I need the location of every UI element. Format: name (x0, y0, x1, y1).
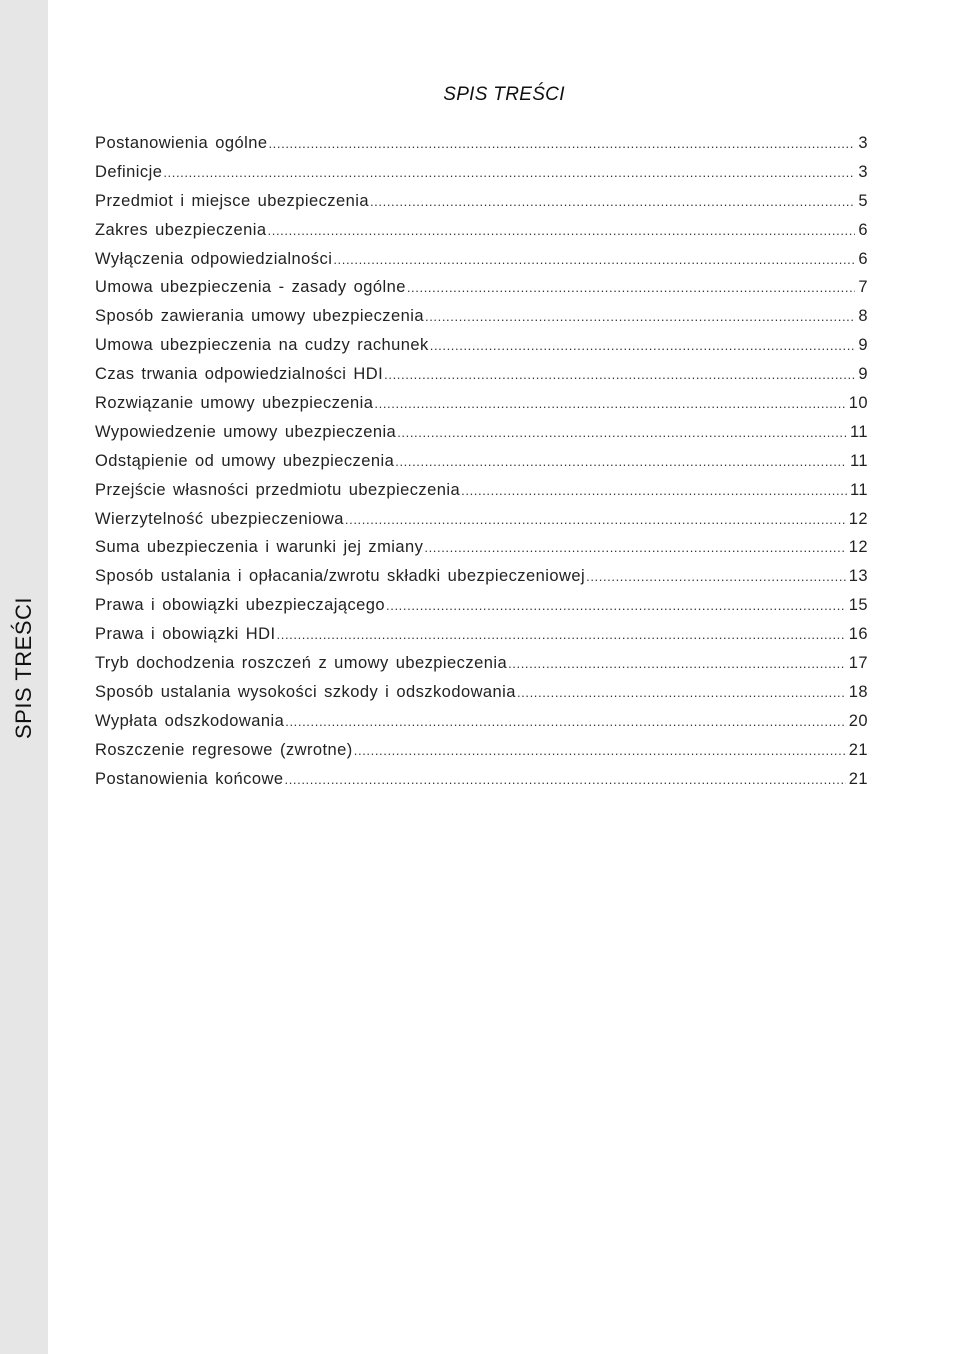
toc-dot-leader (508, 656, 846, 671)
toc-entry[interactable] (95, 538, 868, 567)
toc-entry[interactable] (95, 423, 868, 452)
toc-entry-page-number: 8 (858, 307, 868, 326)
toc-entry-page-number: 20 (848, 711, 868, 730)
toc-dot-leader (386, 598, 846, 613)
toc-entry-page-number: 12 (848, 538, 868, 557)
toc-entry-title: Tryb dochodzenia roszczeń z umowy ubezpieczenia (95, 654, 508, 673)
toc-entry[interactable] (95, 481, 868, 510)
toc-entry[interactable] (95, 221, 868, 250)
toc-entry-title: Umowa ubezpieczenia na cudzy rachunek (95, 336, 429, 355)
toc-entry[interactable] (95, 250, 868, 279)
toc-dot-leader (586, 569, 846, 584)
toc-entry[interactable] (95, 596, 868, 625)
toc-entry-page-number: 5 (858, 191, 868, 210)
table-of-contents (95, 134, 868, 798)
side-section-label: SPIS TREŚCI (11, 596, 36, 740)
toc-dot-leader (424, 540, 845, 555)
toc-entry-page-number: 7 (858, 278, 868, 297)
toc-dot-leader (395, 454, 847, 469)
toc-entry[interactable] (95, 365, 868, 394)
toc-dot-leader (370, 194, 855, 209)
toc-entry-title: Przedmiot i miejsce ubezpieczenia (95, 191, 369, 210)
toc-entry-title: Czas trwania odpowiedzialności HDI (95, 365, 384, 384)
toc-dot-leader (345, 512, 846, 527)
toc-dot-leader (407, 280, 856, 295)
toc-dot-leader (285, 714, 845, 729)
toc-dot-leader (430, 338, 856, 353)
toc-dot-leader (163, 165, 855, 180)
toc-entry[interactable] (95, 134, 868, 163)
toc-entry-page-number: 9 (858, 336, 868, 355)
toc-entry-page-number: 10 (848, 394, 868, 413)
toc-dot-leader (268, 136, 855, 151)
toc-entry-page-number: 6 (858, 249, 868, 268)
toc-entry[interactable] (95, 683, 868, 712)
toc-entry-page-number: 21 (848, 740, 868, 759)
toc-entry[interactable] (95, 625, 868, 654)
toc-entry[interactable] (95, 741, 868, 770)
toc-entry-page-number: 17 (848, 654, 868, 673)
toc-entry-page-number: 12 (848, 509, 868, 528)
toc-entry-title: Postanowienia końcowe (95, 769, 284, 788)
side-strip (0, 0, 48, 1354)
toc-entry-page-number: 11 (849, 451, 868, 470)
toc-entry-title: Sposób zawierania umowy ubezpieczenia (95, 307, 424, 326)
toc-dot-leader (384, 367, 855, 382)
page-title: SPIS TREŚCI (443, 84, 565, 105)
toc-entry[interactable] (95, 394, 868, 423)
toc-entry[interactable] (95, 307, 868, 336)
toc-entry-title: Odstąpienie od umowy ubezpieczenia (95, 451, 395, 470)
toc-entry-page-number: 9 (858, 365, 868, 384)
toc-entry-page-number: 21 (848, 769, 868, 788)
toc-entry[interactable] (95, 163, 868, 192)
toc-entry[interactable] (95, 278, 868, 307)
toc-entry-title: Postanowienia ogólne (95, 134, 268, 152)
toc-entry[interactable] (95, 770, 868, 799)
toc-entry-title: Sposób ustalania i opłacania/zwrotu składki ubezpieczeniowej (95, 567, 586, 586)
toc-entry-page-number: 11 (849, 422, 868, 441)
toc-dot-leader (397, 425, 847, 440)
toc-dot-leader (284, 772, 845, 787)
toc-entry-page-number: 18 (848, 682, 868, 701)
toc-dot-leader (374, 396, 845, 411)
toc-entry-title: Definicje (95, 162, 163, 181)
toc-entry-title: Prawa i obowiązki HDI (95, 625, 276, 644)
toc-entry-page-number: 16 (848, 625, 868, 644)
toc-dot-leader (277, 627, 846, 642)
toc-entry-title: Roszczenie regresowe (zwrotne) (95, 740, 353, 759)
toc-entry[interactable] (95, 654, 868, 683)
toc-entry-title: Rozwiązanie umowy ubezpieczenia (95, 394, 374, 413)
toc-entry[interactable] (95, 567, 868, 596)
toc-dot-leader (268, 223, 856, 238)
toc-dot-leader (333, 252, 855, 267)
toc-entry-title: Wierzytelność ubezpieczeniowa (95, 509, 344, 528)
toc-entry-title: Wypowiedzenie umowy ubezpieczenia (95, 422, 397, 441)
toc-entry-title: Przejście własności przedmiotu ubezpieczenia (95, 480, 461, 499)
toc-entry-title: Umowa ubezpieczenia - zasady ogólne (95, 278, 406, 297)
toc-entry-page-number: 15 (848, 596, 868, 615)
toc-entry-title: Zakres ubezpieczenia (95, 220, 267, 239)
toc-entry-page-number: 13 (848, 567, 868, 586)
toc-entry-title: Wypłata odszkodowania (95, 711, 285, 730)
toc-entry[interactable] (95, 192, 868, 221)
toc-entry-title: Suma ubezpieczenia i warunki jej zmiany (95, 538, 424, 557)
toc-entry[interactable] (95, 452, 868, 481)
toc-entry-title: Prawa i obowiązki ubezpieczającego (95, 596, 386, 615)
toc-entry[interactable] (95, 510, 868, 539)
toc-entry-page-number: 3 (858, 162, 868, 181)
toc-entry-title: Sposób ustalania wysokości szkody i odszkodowania (95, 682, 516, 701)
toc-entry[interactable] (95, 712, 868, 741)
toc-dot-leader (425, 309, 855, 324)
toc-entry-title: Wyłączenia odpowiedzialności (95, 249, 333, 268)
toc-dot-leader (354, 743, 846, 758)
toc-entry[interactable] (95, 336, 868, 365)
toc-entry-page-number: 3 (858, 134, 868, 152)
toc-entry-page-number: 11 (849, 480, 868, 499)
toc-entry-page-number: 6 (858, 220, 868, 239)
toc-dot-leader (517, 685, 846, 700)
toc-dot-leader (461, 483, 847, 498)
